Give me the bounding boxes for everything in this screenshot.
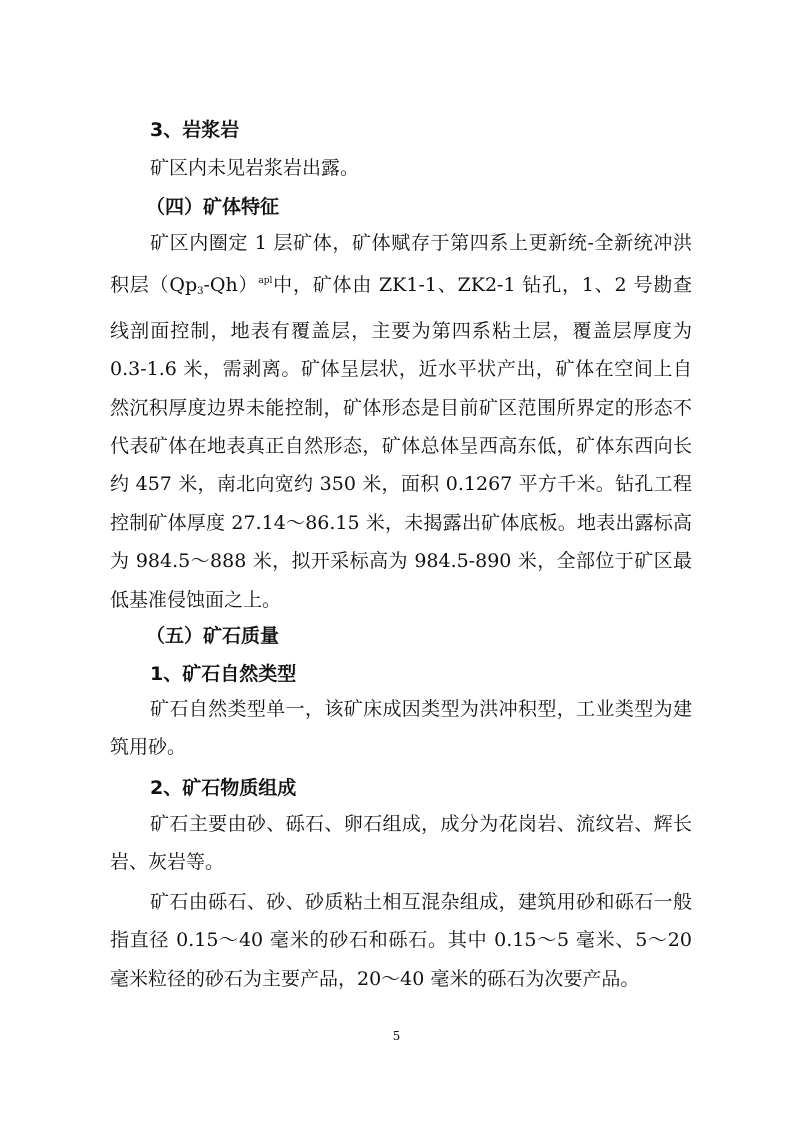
section-heading-composition: 2、矿石物质组成 bbox=[150, 777, 297, 799]
paragraph-grain-size: 矿石由砾石、砂、砂质粘土相互混杂组成，建筑用砂和砾石一般指直径 0.15～40 毫米的砂石和砾石。其中 0.15～5 毫米、5～20 毫米粒径的砂石为主要产品，20～40 毫米的砾石为次要产品。 bbox=[110, 891, 692, 990]
page-number: 5 bbox=[392, 1029, 401, 1043]
paragraph-igneous-rock: 矿区内未见岩浆岩出露。 bbox=[150, 157, 360, 179]
paragraph-natural-type: 矿石自然类型单一，该矿床成因类型为洪冲积型，工业类型为建筑用砂。 bbox=[110, 698, 692, 759]
section-heading-natural-type: 1、矿石自然类型 bbox=[150, 663, 297, 685]
section-heading-orebody: （四）矿体特征 bbox=[146, 196, 280, 218]
orebody-superscript: apl bbox=[258, 276, 273, 287]
orebody-text-c: 中，矿体由 ZK1-1、ZK2-1 钻孔，1、2 号勘查线剖面控制，地表有覆盖层，主要为第四系粘土层，覆盖层厚度为 0.3-1.6 米，需剥离。矿体呈层状，近水平状产出，矿体在空间上自然沉积厚度边界未能控制，矿体形态是目前矿区范围所界定的形态不代表矿体在地表真正自然形态，矿体总体呈西高东低，矿体东西向长约 457 米，南北向宽约 350 米，面积 0.1267 平方千米。钻孔工程控制矿体厚度 27.14～86.15 米，未揭露出矿体底板。地表出露标高为 984.5～888 米，拟开采标高为 984.5-890 米，全部位于矿区最低基准侵蚀面之上。 bbox=[110, 274, 692, 611]
paragraph-orebody-characteristics bbox=[110, 224, 692, 619]
paragraph-composition: 矿石主要由砂、砾石、卵石组成，成分为花岗岩、流纹岩、辉长岩、灰岩等。 bbox=[110, 813, 692, 874]
orebody-subscript: 3 bbox=[197, 286, 204, 298]
orebody-text-b: -Qh） bbox=[203, 274, 259, 297]
section-heading-igneous-rock: 3、岩浆岩 bbox=[150, 119, 240, 141]
orebody-text-a: 矿区内圈定 1 层矿体，矿体赋存于第四系上更新统-全新统冲洪积层（Qp bbox=[110, 232, 692, 297]
section-heading-ore-quality: （五）矿石质量 bbox=[146, 625, 280, 647]
